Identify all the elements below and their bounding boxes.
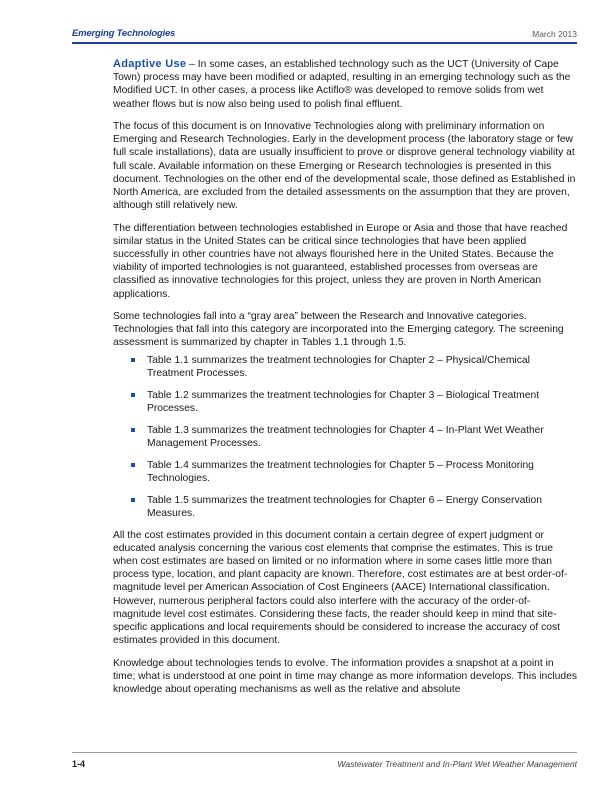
table-summary-list	[113, 354, 577, 520]
body-paragraph: The differentiation between technologies established in Europe or Asia and those that have reached similar status in the United States can be critical since technologies that have been applied successfully in other countries have not always flourished here in the United States. Because the viability of imported technologies is not guaranteed, established processes from overseas are classified as innovative technologies for this project, unless they are proven in North American applications.	[113, 222, 568, 300]
list-item: Table 1.3 summarizes the treatment technologies for Chapter 4 – In-Plant Wet Weather Management Processes.	[113, 424, 577, 450]
body-paragraph: Knowledge about technologies tends to evolve. The information provides a snapshot at a point in time; what is understood at one point in time may change as more information develops. This includes knowledge about operating mechanisms as well as the relative and absolute	[113, 657, 577, 696]
body-paragraph: The focus of this document is on Innovative Technologies along with preliminary information on Emerging and Research Technologies. Early in the development process (the laboratory stage or few full scale installations), data are usually insufficient to prove or disprove general technology viability at full scale. Available information on these Emerging or Research technologies is presented in this document. Technologies on the other end of the developmental scale, those defined as Established in North America, are excluded from the detailed assessments on the assumption that they are proven, although still relatively new.	[113, 121, 576, 212]
bullet-icon	[131, 358, 135, 362]
header-date: March 2013	[532, 29, 577, 39]
list-item: Table 1.1 summarizes the treatment technologies for Chapter 2 – Physical/Chemical Treatment Processes.	[113, 354, 577, 380]
list-item: Table 1.4 summarizes the treatment technologies for Chapter 5 – Process Monitoring Technologies.	[113, 459, 577, 485]
header-divider	[72, 42, 577, 44]
footer-title: Wastewater Treatment and In-Plant Wet Weather Management	[337, 759, 577, 769]
bullet-icon	[131, 463, 135, 467]
footer-divider	[72, 752, 577, 753]
bullet-icon	[131, 428, 135, 432]
header-title: Emerging Technologies	[72, 28, 176, 39]
adaptive-use-paragraph	[113, 58, 577, 111]
lead-term: Adaptive Use	[113, 58, 187, 70]
bullet-icon	[131, 393, 135, 397]
page-number: 1-4	[72, 759, 86, 769]
list-item: Table 1.2 summarizes the treatment technologies for Chapter 3 – Biological Treatment Processes.	[113, 389, 577, 415]
body-paragraph: Some technologies fall into a “gray area” between the Research and Innovative categories. Technologies that fall into this category are incorporated into the Emerging category. The screening assessment is summarized by chapter in Tables 1.1 through 1.5.	[113, 311, 564, 349]
document-body	[113, 58, 577, 705]
bullet-icon	[131, 498, 135, 502]
list-item: Table 1.5 summarizes the treatment technologies for Chapter 6 – Energy Conservation Measures.	[113, 494, 577, 520]
body-paragraph: All the cost estimates provided in this document contain a certain degree of expert judgment or educated analysis concerning the various cost elements that comprise the estimates. This is true when cost estimates are based on limited or no information where in some cases little more than process type, location, and plant capacity are known. Therefore, cost estimates are at best order-of-magnitude level per American Association of Cost Engineers (AACE) International classification. However, numerous peripheral factors could also interfere with the accuracy of the order-of-magnitude level cost estimates. Considering these facts, the reader should keep in mind that site-specific applications and local requirements should be considered to increase the accuracy of cost estimates provided in this document.	[113, 529, 568, 647]
lead-text: – In some cases, an established technology such as the UCT (University of Cape Town) process may have been modified or adapted, resulting in an emerging technology such as the Modified UCT. In other cases, a process like Actiflo® was developed to remove solids from wet weather flows but is now also being used to polish final effluent.	[113, 59, 571, 110]
